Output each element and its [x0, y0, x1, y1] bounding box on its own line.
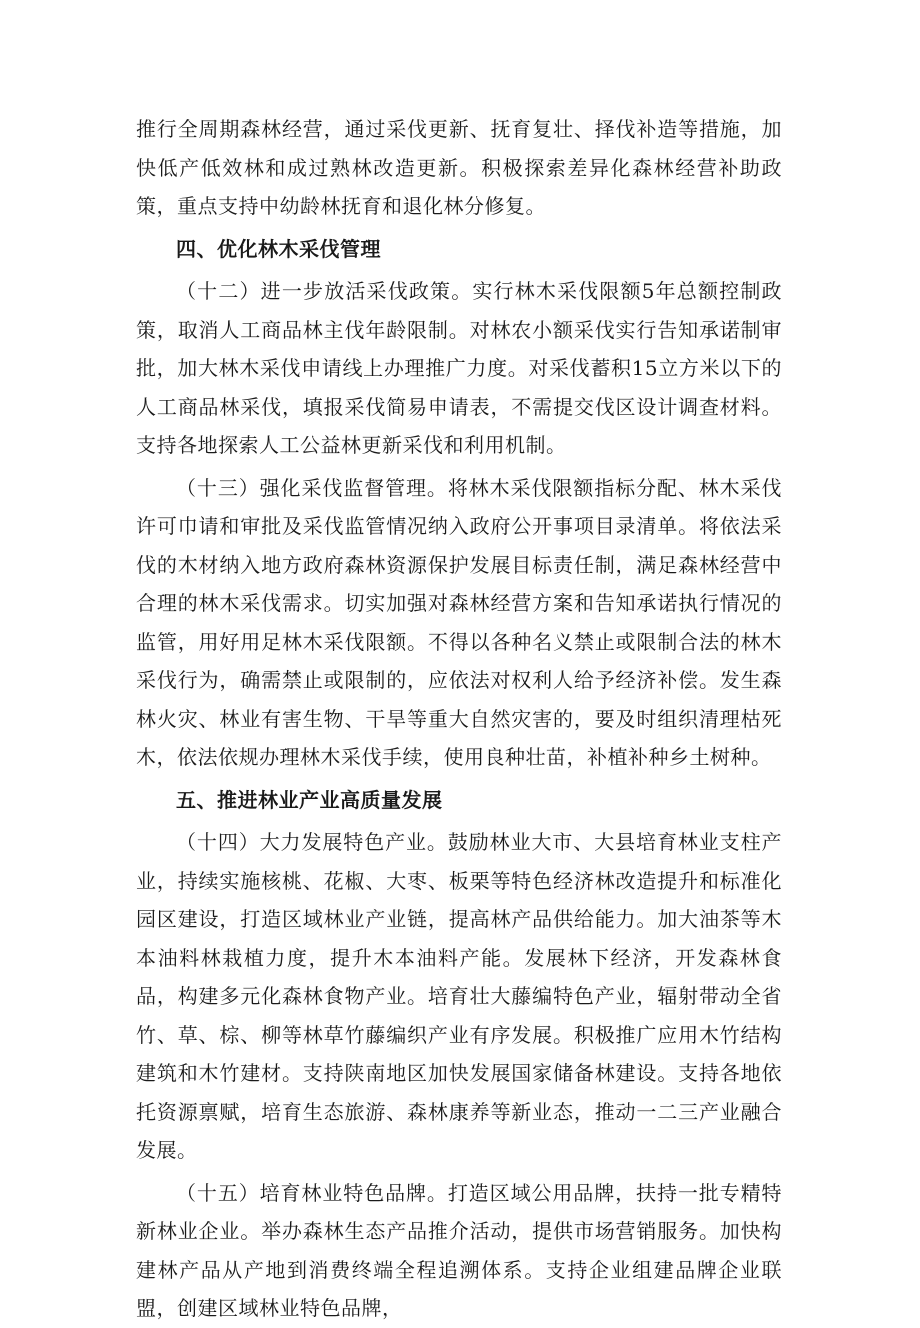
section-heading-5: 五、推进林业产业高质量发展	[176, 787, 443, 812]
paragraph-intro: 推行全周期森林经营，通过采伐更新、抚育复壮、择伐补造等措施，加快低产低效林和成过熟林改造更新。积极探索差异化森林经营补助政策，重点支持中幼龄林抚育和退化林分修复。	[136, 117, 782, 218]
document-body	[136, 110, 782, 1328]
paragraph-12: （十二）进一步放活采伐政策。实行林木采伐限额5年总额控制政策，取消人工商品林主伐年龄限制。对林农小额采伐实行告知承诺制审批，加大林木采伐申请线上办理推广力度。对采伐蓄积15立方米以下的人工商品林采伐，填报采伐简易申请表，不需提交伐区设计调查材料。支持各地探索人工公益林更新采伐和利用机制。	[136, 279, 782, 457]
paragraph-15: （十五）培育林业特色品牌。打造区域公用品牌，扶持一批专精特新林业企业。举办森林生态产品推介活动，提供市场营销服务。加快构建林产品从产地到消费终端全程追溯体系。支持企业组建品牌企业联盟，创建区域林业特色品牌，	[136, 1180, 782, 1320]
paragraph-14: （十四）大力发展特色产业。鼓励林业大市、大县培育林业支柱产业，持续实施核桃、花椒、大枣、板栗等特色经济林改造提升和标准化园区建设，打造区域林业产业链，提高林产品供给能力。加大油茶等木本油料林栽植力度，提升木本油料产能。发展林下经济，开发森林食品，构建多元化森林食物产业。培育壮大藤编特色产业，辐射带动全省竹、草、棕、柳等林草竹藤编织产业有序发展。积极推广应用木竹结构建筑和木竹建材。支持陕南地区加快发展国家储备林建设。支持各地依托资源禀赋，培育生态旅游、森林康养等新业态，推动一二三产业融合发展。	[136, 830, 782, 1162]
section-heading-4: 四、优化林木采伐管理	[176, 236, 381, 261]
paragraph-13: （十三）强化采伐监督管理。将林木采伐限额指标分配、林木采伐许可巾请和审批及采伐监管情况纳入政府公开事项目录清单。将依法采伐的木材纳入地方政府森林资源保护发展目标责任制，满足森林经营中合理的林木采伐需求。切实加强对森林经营方案和告知承诺执行情况的监管，用好用足林木采伐限额。不得以各种名义禁止或限制合法的林木采伐行为，确需禁止或限制的，应依法对权利人给予经济补偿。发生森林火灾、林业有害生物、干旱等重大自然灾害的，要及时组织清理枯死木，依法依规办理林木采伐手续，使用良种壮苗，补植补种乡土树种。	[136, 475, 782, 769]
